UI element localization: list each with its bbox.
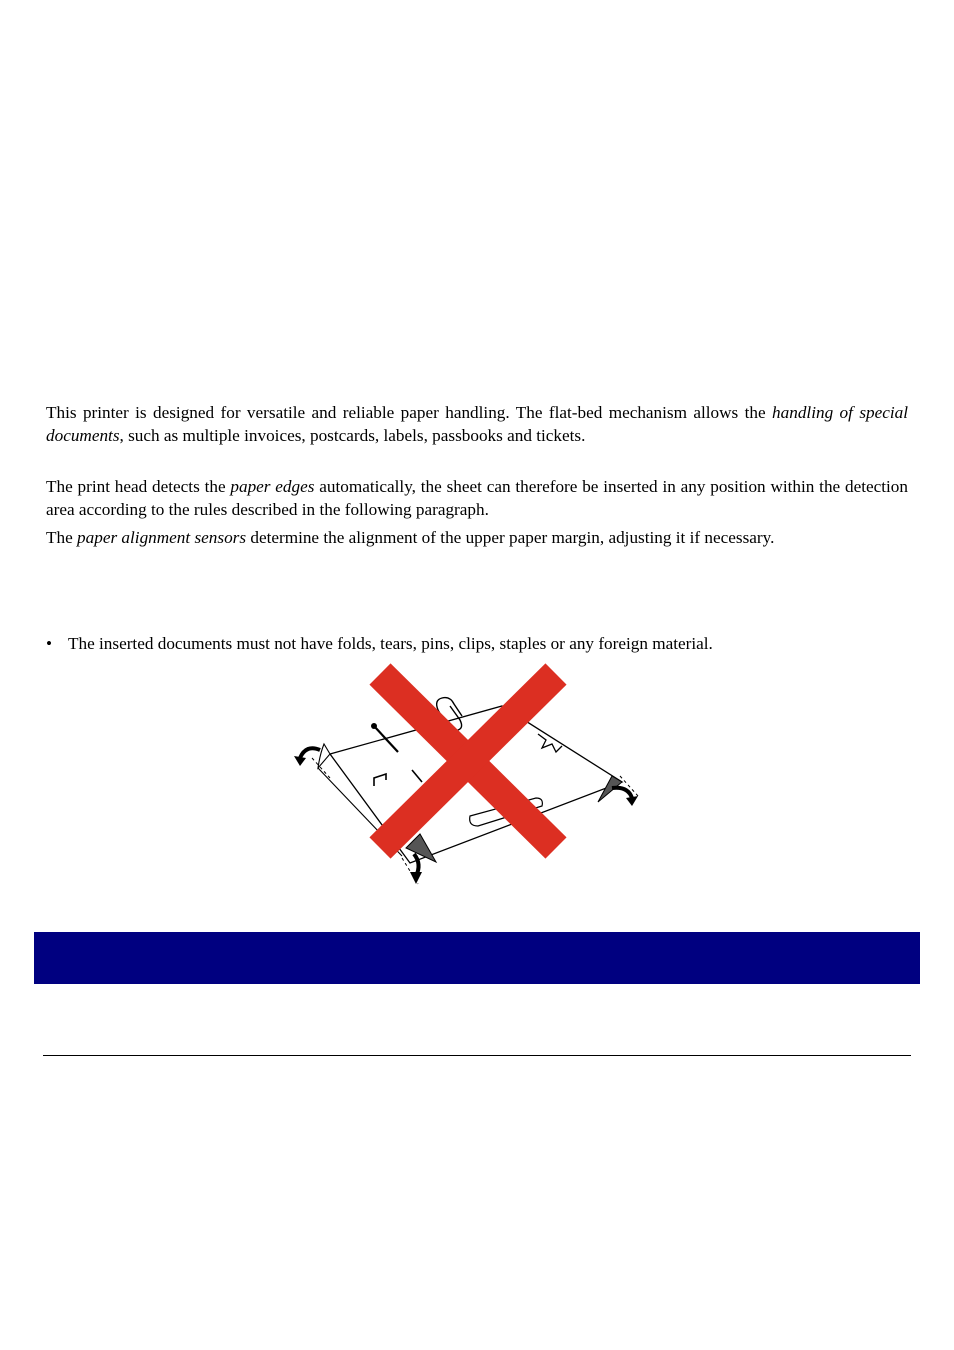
fold-arrow-icon bbox=[300, 748, 320, 758]
bullet-icon: • bbox=[46, 634, 53, 653]
paragraph-emphasis: paper alignment sensors bbox=[77, 528, 247, 547]
paper-edges-paragraph bbox=[46, 475, 908, 521]
alignment-sensors-paragraph bbox=[46, 526, 908, 549]
bullet-text: The inserted documents must not have folds, tears, pins, clips, staples or any foreign material. bbox=[68, 634, 713, 653]
paragraph-text: The print head detects the bbox=[46, 477, 231, 496]
damaged-document-figure bbox=[290, 658, 650, 890]
section-header-band bbox=[34, 932, 920, 984]
footer-rule bbox=[43, 1055, 911, 1056]
damaged-document-illustration bbox=[290, 658, 650, 890]
paragraph-emphasis: handling of special documents bbox=[46, 403, 908, 445]
paragraph-emphasis: paper edges bbox=[230, 477, 315, 496]
paragraph-text: The bbox=[46, 528, 78, 547]
fold-arrowhead-icon-right bbox=[626, 796, 638, 806]
fold-arrow-icon-right bbox=[612, 788, 632, 798]
folded-corner bbox=[318, 744, 330, 768]
paragraph-text: automatically, the sheet can therefore be inserted in any position within the detection area according to the rules described in the following paragraph. bbox=[46, 477, 908, 519]
intro-paragraph bbox=[46, 401, 908, 447]
paragraph-text: , such as multiple invoices, postcards, labels, passbooks and tickets. bbox=[119, 426, 586, 445]
paragraph-text: determine the alignment of the upper paper margin, adjusting it if necessary. bbox=[246, 528, 775, 547]
paragraph-text: This printer is designed for versatile and reliable paper handling. The flat-bed mechanism allows the bbox=[46, 403, 773, 422]
fold-arrowhead-icon bbox=[294, 756, 306, 766]
pin-head bbox=[371, 723, 377, 729]
